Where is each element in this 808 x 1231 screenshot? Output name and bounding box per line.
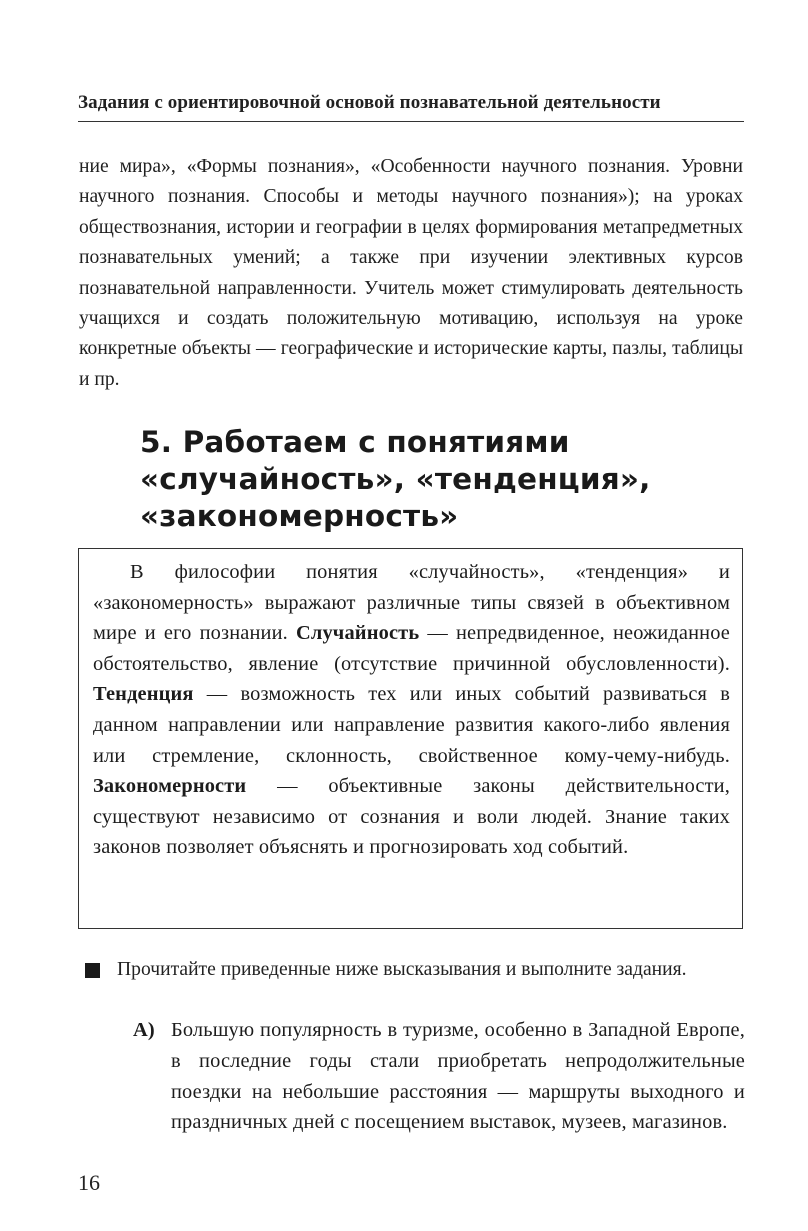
header-rule <box>78 121 744 122</box>
page-number: 16 <box>78 1170 100 1195</box>
task-block <box>85 955 745 985</box>
statement-a <box>133 1015 745 1138</box>
definition-paragraph <box>93 557 730 863</box>
statement-a-text: Большую популярность в туризме, особенно в Западной Европе, в последние годы стали приобретать непродолжительные поездки на небольшие расстояния — маршруты выходного и праздничных дней с посещением выставок, музеев, магазинов. <box>171 1019 745 1134</box>
definition-intro: В философии понятия «случайность», «тенденция» и «закономерность» выражают различные типы связей в объективном мире и его познании. <box>93 561 730 645</box>
intro-paragraph <box>79 152 743 395</box>
running-head: Задания с ориентировочной основой познавательной деятельности <box>78 92 661 113</box>
square-bullet-icon <box>85 963 100 978</box>
section-title-line-1: 5. Работаем с понятиями <box>140 425 570 459</box>
statement-a-marker: А) <box>133 1019 155 1041</box>
definition-box <box>93 557 730 863</box>
task-instruction: Прочитайте приведенные ниже высказывания и выполните задания. <box>117 959 687 980</box>
term-regularity: Закономерности <box>93 775 247 798</box>
intro-text: ние мира», «Формы познания», «Особенности научного познания. Уровни научного познания. Способы и методы научного познания»); на уроках обществознания, истории и географии в целях формирования метапредметных познавательных умений; а также при изучении элективных курсов познавательной направленности. Учитель может стимулировать деятельность учащихся и создать положительную мотивацию, используя на уроке конкретные объекты — географические и исторические карты, пазлы, таблицы и пр. <box>79 156 743 390</box>
term-tendency: Тенденция <box>93 683 194 706</box>
term-randomness: Случайность <box>296 622 420 645</box>
section-title <box>140 424 700 535</box>
definition-randomness: — непредвиденное, неожиданное обстоятельство, явление (отсутствие причинной обусловленности). <box>93 622 730 675</box>
definition-regularity: — объективные законы действительности, существуют независимо от сознания и воли людей. Знание таких законов позволяет объяснять и прогнозировать ход событий. <box>93 775 730 859</box>
definition-tendency: — возможность тех или иных событий развиваться в данном направлении или направление развития какого-либо явления или стремление, склонность, свойственное кому-чему-нибудь. <box>93 683 730 767</box>
section-title-line-3: «закономерность» <box>140 499 459 533</box>
section-title-line-2: «случайность», «тенденция», <box>140 462 651 496</box>
